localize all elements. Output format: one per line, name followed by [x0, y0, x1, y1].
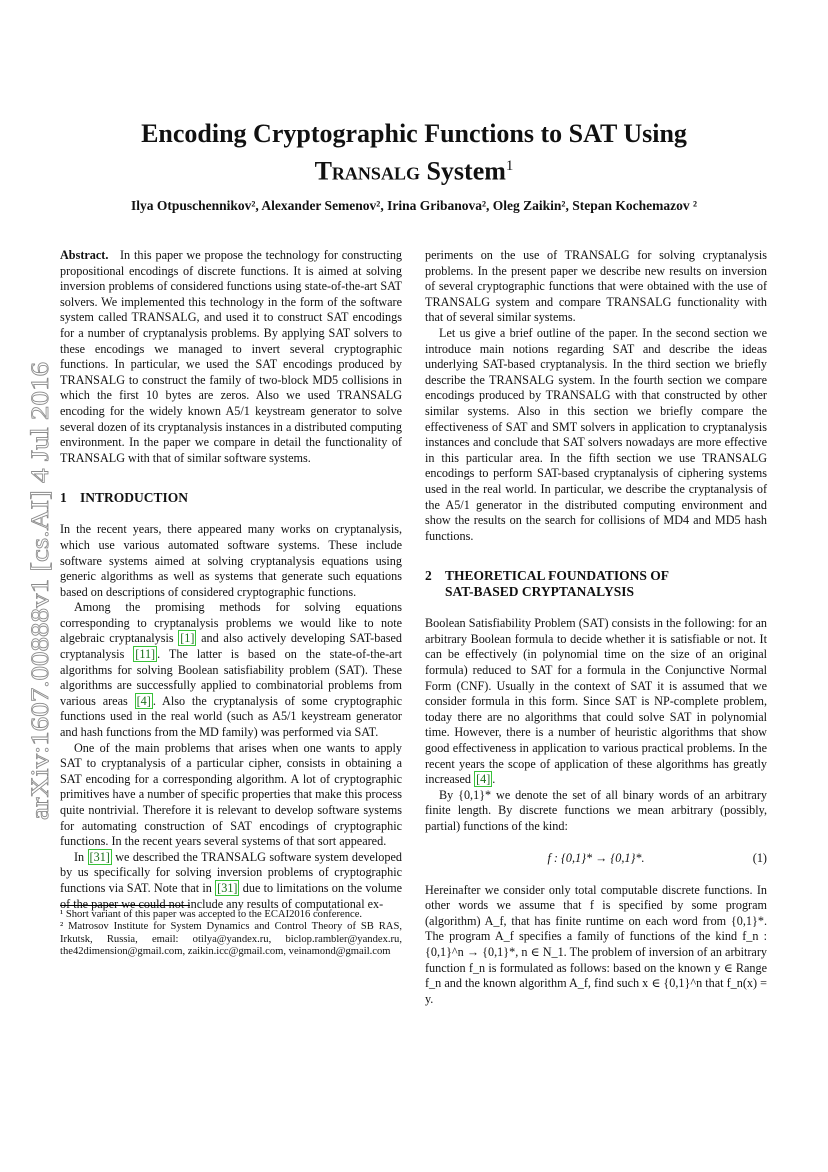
section-2-title-line-1: THEORETICAL FOUNDATIONS OF: [445, 568, 670, 584]
intro-p4-a: we described the TRANSALG software system developed by us specifically for solving inversion problems of cryptographic functions via SAT. Note that in: [60, 849, 403, 895]
theory-p1-b: .: [492, 772, 496, 787]
section-2-number: 2: [425, 568, 432, 584]
abstract-text: In this paper we propose the technology for constructing propositional encodings of discrete functions. It is aimed at solving inversion problems of considered functions using state-of-the-art SAT solvers. We implemented this technology in the form of the software system called TRANSALG, and used it to construct SAT encodings for a number of cryptanalysis problems. By applying SAT solvers to these encodings we managed to invert several cryptographic functions. In particular, we used the SAT encodings produced by TRANSALG to construct the family of two-block MD5 collisions in which the first 10 bytes are zeros. Also we used TRANSALG encoding for the widely known A5/1 keystream generator to solve several dozen of its cryptanalysis instances in a distributed computing environment. In the paper we compare in detail the functionality of TRANSALG with that of similar software systems.: [60, 248, 403, 465]
theory-paragraph-2: By {0,1}* we denote the set of all binary words of an arbitrary finite length. By discrete functions we mean arbitrary (possibly, partial) functions of the kind:: [425, 787, 767, 833]
theory-p1-a: Boolean Satisfiability Problem (SAT) consists in the following: for an arbitrary Boolean formula to decide whether it is satisfiable or not. It can be effectively (in polynomial time on the size of an original formula) reduced to SAT for a formula in the Conjunctive Normal Form (CNF). Usually in the context of SAT it is assumed that we consider formula in this form. Since SAT is NP-complete problem, today there are no algorithms that could solve SAT in polynomial time. However, there is a number of heuristic algorithms that show good effectiveness in application to various practical problems. In the recent years the scope of application of these algorithms has greatly increased: [425, 616, 767, 787]
equation-1-number: (1): [752, 850, 767, 865]
author-list: Ilya Otpuschennikov², Alexander Semenov², Irina Gribanova², Oleg Zaikin², Stepan Kochemazov ²: [130, 198, 698, 213]
arxiv-id: arXiv:1607.00888v1 [cs.AI] 4 Jul 2016: [27, 425, 54, 820]
title-footnote-mark: 1: [505, 158, 514, 174]
equation-block: [425, 841, 767, 879]
footnotes: [60, 909, 402, 959]
citation-31b[interactable]: [31]: [217, 880, 238, 895]
citation-11[interactable]: [11]: [135, 647, 156, 662]
theory-paragraph-1: [425, 616, 767, 788]
section-2-title-line-2: SAT-BASED CRYPTANALYSIS: [445, 584, 634, 600]
intro-p2-d: . Also the cryptanalysis of some cryptographic functions used in the real world (such as A5/1 keystream generator and hash functions from the MD family) was performed via SAT.: [60, 693, 402, 740]
intro-paragraph-2: [60, 600, 402, 740]
intro-paragraph-5: Let us give a brief outline of the paper. In the second section we introduce main notions regarding SAT and describe the ideas underlying SAT-based cryptanalysis. In the third section we briefly describe the TRANSALG system. In the fourth section we compare encodings produced by TRANSALG with that constructed by other similar systems. Also in this section we briefly compare the effectiveness of SAT and SMT solvers in application to cryptanalysis instances and conclude that SAT solvers nowadays are more effective in this particular area. In the fifth section we use TRANSALG encodings to perform SAT-based cryptanalysis of ciphering systems used in the real world. In particular, we describe the cryptanalysis of the A5/1 generator in the distributed computing environment and show the results on the search for collisions of MD4 and MD5 hash functions.: [425, 325, 767, 543]
abstract: [60, 248, 402, 466]
right-column: [425, 248, 767, 1007]
title-system-name: Transalg: [314, 156, 420, 186]
section-1-title: INTRODUCTION: [80, 490, 189, 506]
title-suffix: System: [419, 156, 506, 186]
paper-title: [60, 118, 768, 188]
left-column: [60, 248, 402, 912]
section-1-number: 1: [60, 490, 67, 506]
title-line-1: Encoding Cryptographic Functions to SAT Using: [141, 119, 687, 148]
arxiv-stamp: [8, 360, 58, 840]
section-2-heading: [425, 568, 767, 600]
intro-paragraph-3: One of the main problems that arises when one wants to apply SAT to cryptanalysis of a particular cipher, consists in obtaining a SAT encoding for a corresponding algorithm. A lot of cryptographic primitives have a number of specific properties that make this process quite nontrivial. Therefore it is relevant to develop software systems for automating construction of SAT encodings of cryptographic functions. In the recent years several systems of that sort appeared.: [60, 740, 402, 849]
section-1-heading: [60, 490, 402, 506]
title-line-2: [60, 150, 768, 188]
footnote-2: ² Matrosov Institute for System Dynamics and Control Theory of SB RAS, Irkutsk, Russia, email: otilya@yandex.ru, biclop.rambler@yandex.ru, the42dimension@gmail.com, zaikin.icc@gmail.com, veinamond@gmail.com: [60, 921, 402, 958]
citation-31[interactable]: [31]: [89, 849, 110, 864]
equation-1: f : {0,1}* → {0,1}*.: [547, 850, 645, 865]
intro-p4-b-left: due to limitations on the volume of the paper we could not include any results of computational ex-: [60, 880, 402, 911]
intro-p2-a: Among the promising methods for solving equations corresponding to cryptanalysis problems we would like to note algebraic cryptanalysis: [60, 600, 402, 646]
footnote-1: ¹ Short variant of this paper was accepted to the ECAI2016 conference.: [60, 909, 363, 920]
intro-p2-b: and also actively developing SAT-based cryptanalysis: [60, 631, 402, 662]
theory-paragraph-3: Hereinafter we consider only total computable discrete functions. In other words we assume that f is specified by some program (algorithm) A_f, that has finite runtime on each word from {0,1}*. The program A_f specifies a family of functions of the kind f_n : {0,1}^n → {0,1}*, n ∈ N_1. The problem of inversion of an arbitrary function f_n is formulated as follows: based on the known y ∈ Range f_n and the known algorithm A_f, find such x ∈ {0,1}^n that f_n(x) = y.: [425, 882, 767, 1006]
citation-1[interactable]: [1]: [180, 631, 195, 646]
intro-paragraph-1: In the recent years, there appeared many works on cryptanalysis, which use various automated software systems. These include software systems aimed at solving cryptanalysis equations using generic algorithms as well as systems that generate such equations based on descriptions of considered cryptographic functions.: [60, 522, 402, 599]
intro-p2-c: . The latter is based on the state-of-the-art algorithms for solving Boolean satisfiability problem (SAT). These algorithms are successfully applied to combinatorial problems from various areas: [60, 647, 402, 708]
abstract-label: Abstract.: [60, 248, 109, 262]
citation-4[interactable]: [4]: [136, 693, 151, 708]
intro-paragraph-4: [60, 850, 402, 912]
intro-p4-pre: In: [74, 849, 88, 864]
footnote-rule: [60, 905, 190, 906]
intro-p4-b-right: periments on the use of TRANSALG for solving cryptanalysis problems. In the present paper we describe new results on inversion of several cryptographic functions that were obtained with the use of TRANSALG system and compare TRANSALG functionality with that of several similar systems.: [425, 248, 767, 325]
citation-4b[interactable]: [4]: [476, 772, 491, 787]
